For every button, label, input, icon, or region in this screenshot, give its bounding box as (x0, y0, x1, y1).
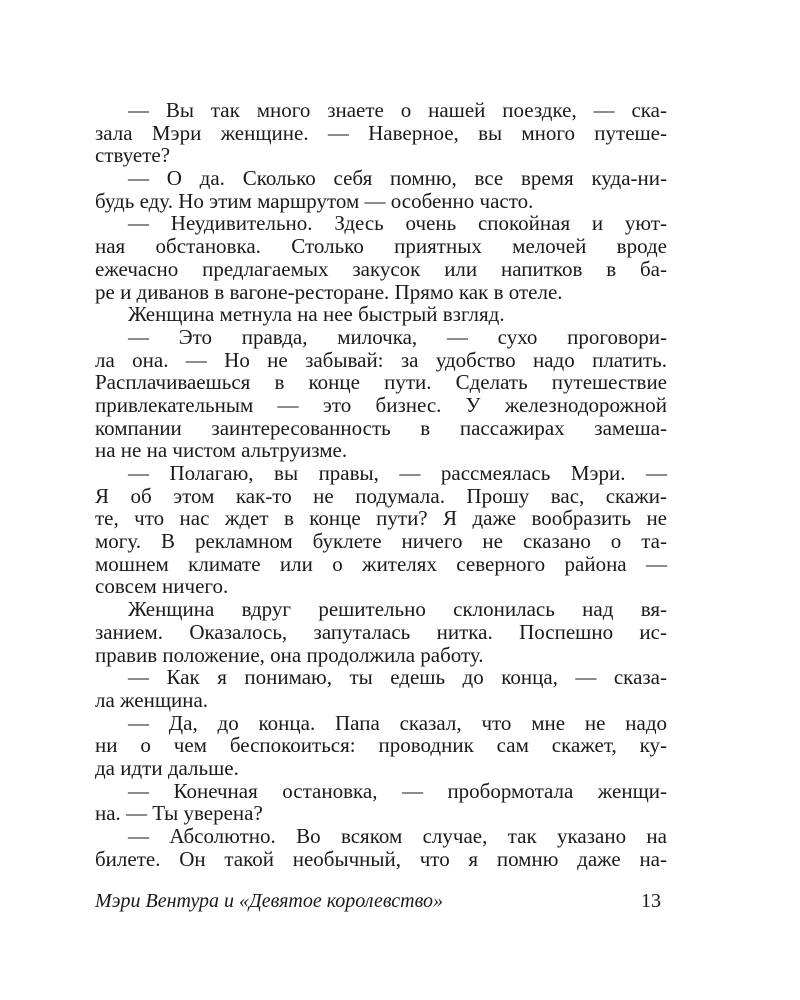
text-line: ла она. — Но не забывай: за удобство надо платить. (95, 347, 667, 372)
text-line: правив положение, она продолжила работу. (95, 642, 484, 667)
text-line: мошнем климате или о жителях северного района — (95, 551, 667, 576)
text-line: на. — Ты уверена? (95, 801, 263, 826)
text-line: ная обстановка. Столько приятных мелочей вроде (95, 234, 667, 259)
text-line: да идти дальше. (95, 755, 239, 780)
text-line: зала Мэри женщине. — Наверное, вы много путеше- (95, 120, 667, 145)
text-line: Я об этом как-то не подумала. Прошу вас, скажи- (95, 483, 667, 508)
text-line: будь еду. Но этим маршрутом — особенно часто. (95, 188, 534, 213)
text-line: Расплачиваешься в конце пути. Сделать путешествие (95, 370, 667, 395)
text-line: — Как я понимаю, ты едешь до конца, — сказа- (128, 665, 667, 690)
text-line: Женщина вдруг решительно склонилась над вя- (128, 597, 667, 622)
text-line: могу. В рекламном буклете ничего не сказано о та- (95, 529, 667, 554)
text-line: ре и диванов в вагоне-ресторане. Прямо как в отеле. (95, 279, 563, 304)
text-line: привлекательным — это бизнес. У железнодорожной (95, 392, 667, 417)
running-title: Мэри Вентура и «Девятое королевство» (95, 890, 444, 912)
text-line: те, что нас ждет в конце пути? Я даже вообразить не (95, 506, 667, 531)
text-line: билете. Он такой необычный, что я помню даже на- (95, 846, 667, 871)
text-line: ствуете? (95, 143, 171, 168)
page-footer (95, 888, 667, 914)
text-line: — Неудивительно. Здесь очень спокойная и уют- (128, 211, 667, 236)
text-line: — Вы так много знаете о нашей поездке, — ска- (128, 98, 667, 122)
text-line: — Абсолютно. Во всяком случае, так указано на (128, 824, 667, 848)
page-number: 13 (641, 890, 661, 912)
text-line: — Полагаю, вы правы, — рассмеялась Мэри. — (128, 461, 667, 485)
text-line: — Да, до конца. Папа сказал, что мне не надо (128, 710, 667, 735)
text-line: — Это правда, милочка, — сухо проговори- (128, 324, 667, 349)
text-line: — О да. Сколько себя помню, все время куда-ни- (128, 166, 667, 191)
body-text (95, 99, 667, 870)
text-line: компании заинтересованность в пассажирах замеша- (95, 415, 667, 440)
text-line: ни о чем беспокоиться: проводник сам скажет, ку- (95, 733, 667, 758)
text-line: совсем ничего. (95, 574, 229, 599)
text-line: Женщина метнула на нее быстрый взгляд. (128, 302, 505, 327)
text-line: занием. Оказалось, запуталась нитка. Поспешно ис- (95, 619, 667, 644)
text-line: — Конечная остановка, — пробормотала женщи- (128, 778, 667, 803)
text-line: ежечасно предлагаемых закусок или напитков в ба- (95, 256, 667, 281)
text-line: на не на чистом альтруизме. (95, 438, 348, 463)
text-line: ла женщина. (95, 687, 209, 712)
